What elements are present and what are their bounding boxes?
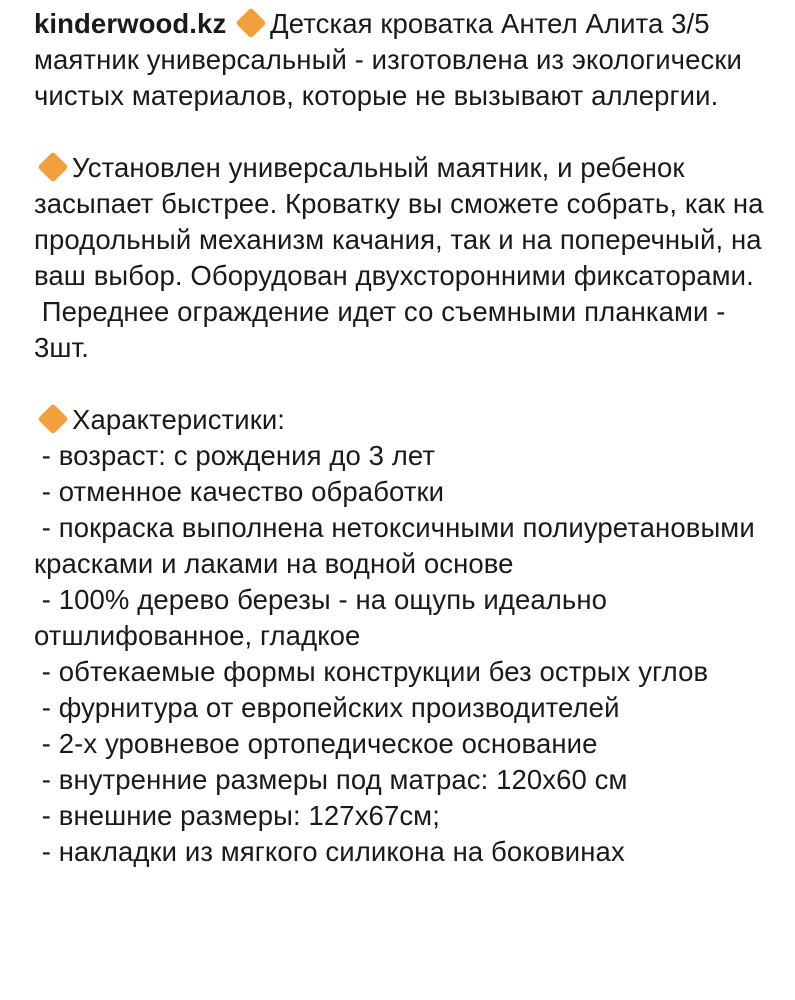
intro-text: Детская кроватка Антел Алита 3/5 маятник универсальный - изготовлена из экологически чистых материалов, которые не вызывают аллергии. (34, 8, 742, 111)
specs-list (34, 438, 774, 870)
list-item: - накладки из мягкого силикона на боковинах (34, 836, 625, 867)
intro-paragraph (34, 6, 774, 114)
list-item: - отменное качество обработки (34, 476, 445, 507)
list-item: - возраст: с рождения до 3 лет (34, 440, 436, 471)
pendulum-paragraph (34, 150, 774, 294)
spacer (34, 366, 774, 402)
list-item: - обтекаемые формы конструкции без острых углов (34, 656, 709, 687)
spacer (34, 114, 774, 150)
list-item: - 100% дерево березы - на ощупь идеально отшлифованное, гладкое (34, 584, 615, 651)
list-item: - внутренние размеры под матрас: 120х60 см (34, 764, 628, 795)
orange-diamond-icon (37, 403, 68, 434)
list-item: - покраска выполнена нетоксичными полиуретановыми красками и лаками на водной основе (34, 512, 763, 579)
list-item: - фурнитура от европейских производителей (34, 692, 620, 723)
orange-diamond-icon (235, 7, 266, 38)
specs-title (34, 402, 774, 438)
orange-diamond-icon (37, 151, 68, 182)
front-rail-paragraph (34, 294, 774, 366)
username-link[interactable]: kinderwood.kz (34, 8, 227, 39)
list-item: - внешние размеры: 127х67см; (34, 800, 440, 831)
specs-title-text: Характеристики: (72, 404, 286, 435)
front-rail-text: Переднее ограждение идет со съемными планками - 3шт. (34, 296, 734, 363)
pendulum-text: Установлен универсальный маятник, и ребенок засыпает быстрее. Кроватку вы сможете собрать, как на продольный механизм качания, так и на поперечный, на ваш выбор. Оборудован двухсторонними фиксаторами. (34, 152, 764, 291)
post-caption (34, 0, 774, 870)
list-item: - 2-х уровневое ортопедическое основание (34, 728, 598, 759)
